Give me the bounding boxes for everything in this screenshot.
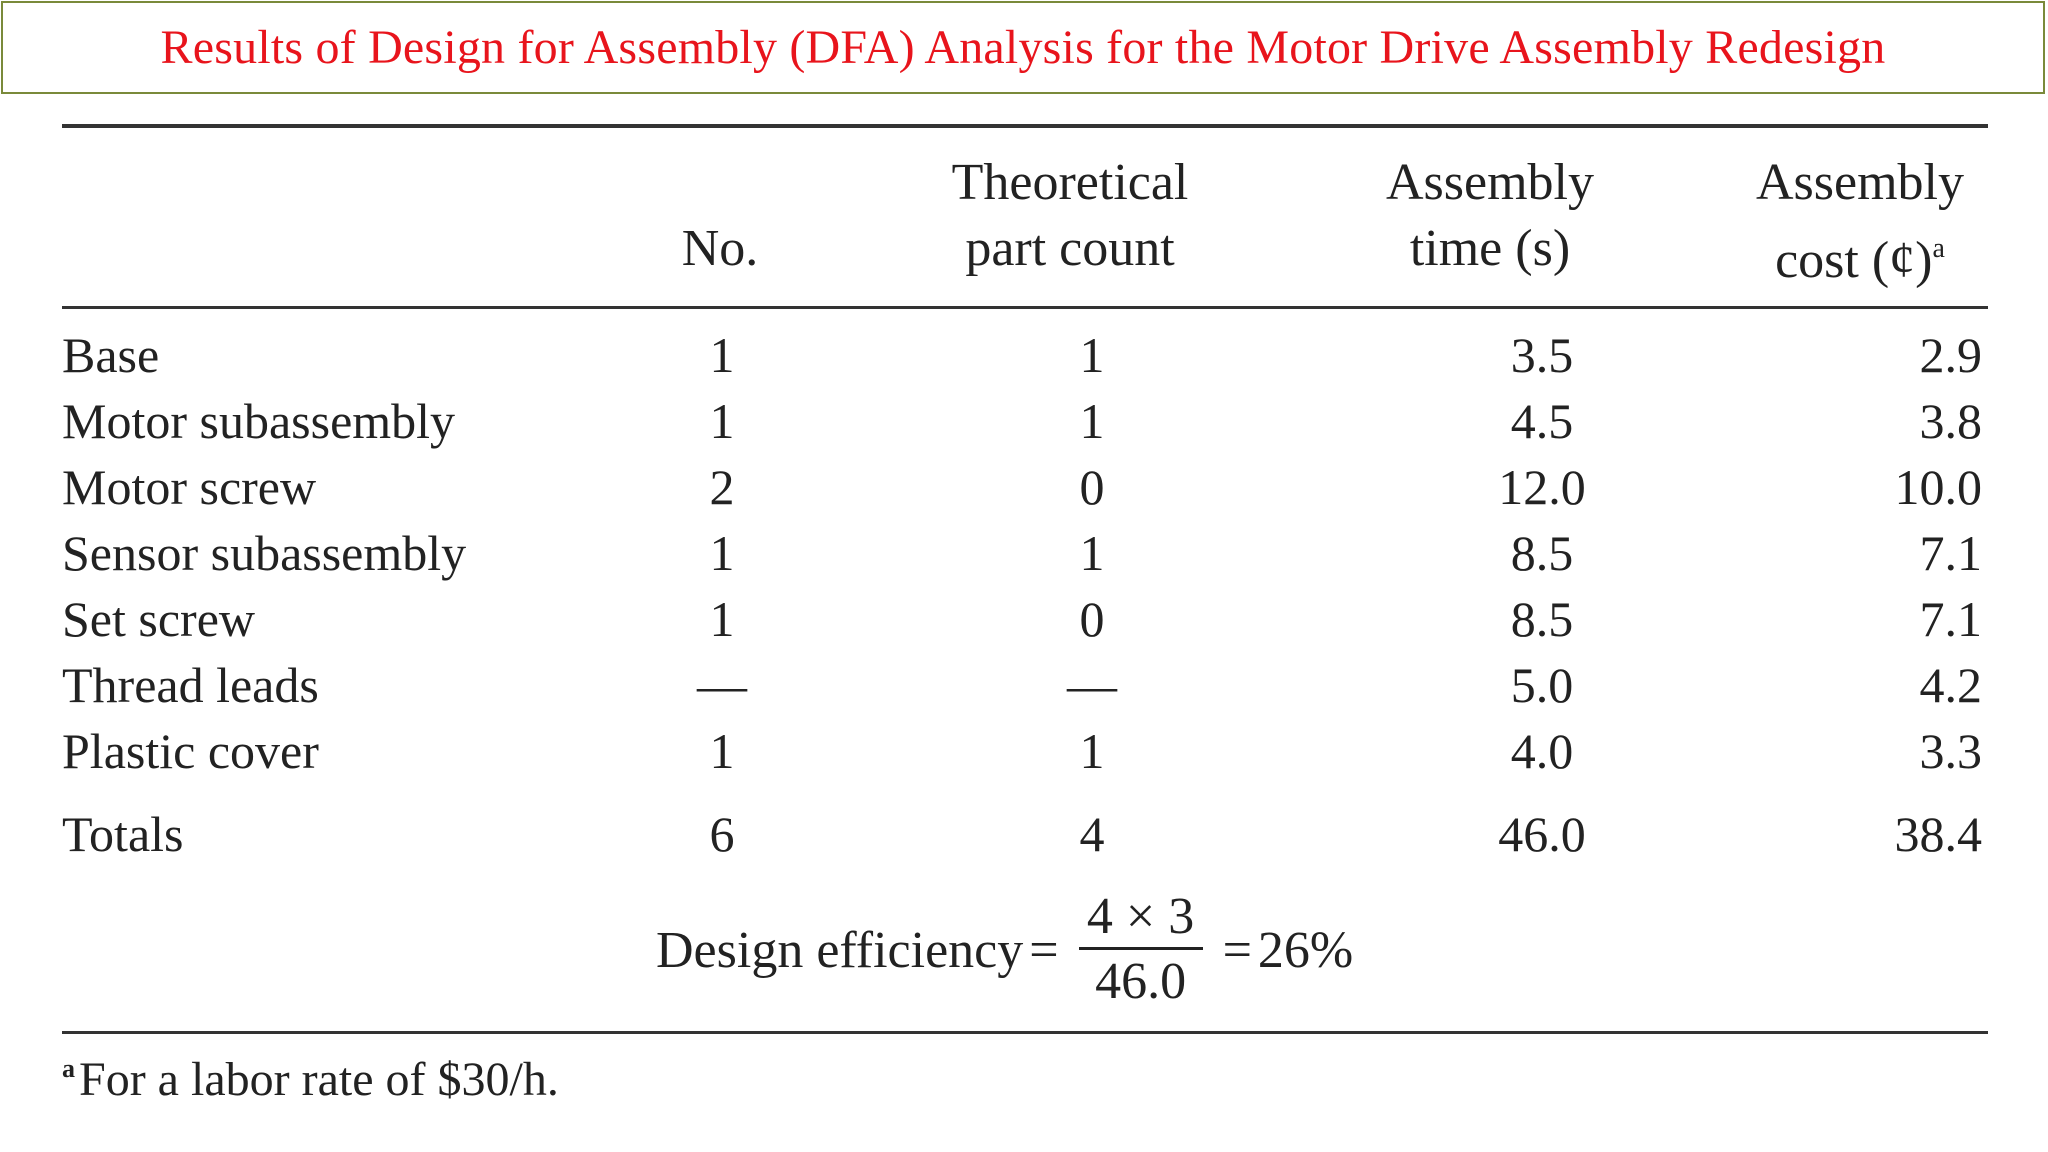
table-row — [62, 322, 2006, 388]
header-theoretical-line1: Theoretical — [951, 154, 1189, 211]
cell-no: 2 — [709, 459, 735, 515]
cell-no: 1 — [709, 525, 735, 581]
equals-sign: = — [1029, 921, 1059, 979]
cell-name: Motor subassembly — [62, 393, 456, 449]
cell-assembly-time: 3.5 — [1510, 327, 1574, 383]
header-assembly-cost — [1720, 150, 2000, 294]
header-cost-line1: Assembly — [1756, 154, 1964, 211]
cell-no: 1 — [709, 723, 735, 779]
cell-assembly-time: 8.5 — [1510, 591, 1574, 647]
header-divider-rule — [62, 306, 1988, 309]
table-row — [62, 586, 2006, 652]
header-cost-label: cost (¢) — [1775, 232, 1933, 289]
cell-assembly-cost: 2.9 — [1919, 327, 1982, 383]
table-body — [62, 322, 2006, 884]
cell-assembly-cost: 3.3 — [1919, 723, 1982, 779]
cell-assembly-time: 46.0 — [1498, 806, 1586, 862]
cell-theoretical-part-count: 1 — [1079, 525, 1105, 581]
footnote — [62, 1052, 559, 1107]
table-row — [62, 652, 2006, 718]
cell-theoretical-part-count: 1 — [1079, 327, 1105, 383]
cell-name: Thread leads — [62, 657, 319, 713]
equals-sign-2: = — [1222, 921, 1252, 979]
cell-assembly-time: 4.5 — [1510, 393, 1574, 449]
table-top-rule — [62, 124, 1988, 128]
table-row — [62, 454, 2006, 520]
cell-theoretical-part-count: 1 — [1079, 393, 1105, 449]
cell-name: Set screw — [62, 591, 255, 647]
cell-theoretical-part-count: 0 — [1079, 591, 1105, 647]
footnote-marker: a — [62, 1054, 75, 1083]
cell-theoretical-part-count: 0 — [1079, 459, 1105, 515]
cell-assembly-time: 8.5 — [1510, 525, 1574, 581]
cell-name: Motor screw — [62, 459, 317, 515]
cell-assembly-cost: 3.8 — [1919, 393, 1982, 449]
fraction-numerator: 4 × 3 — [1086, 887, 1195, 945]
cell-assembly-time: 5.0 — [1510, 657, 1574, 713]
design-efficiency-label: Design efficiency — [656, 921, 1024, 979]
design-efficiency-formula — [656, 880, 1353, 1020]
header-no — [660, 216, 780, 282]
cell-assembly-cost: 7.1 — [1919, 591, 1982, 647]
header-no-label: No. — [681, 220, 759, 277]
cell-assembly-time: 4.0 — [1510, 723, 1574, 779]
cell-name: Plastic cover — [62, 723, 319, 779]
header-time-line2: time (s) — [1409, 220, 1571, 277]
header-cost-footnote-marker: a — [1932, 233, 1945, 264]
efficiency-result: 26% — [1257, 921, 1354, 979]
efficiency-fraction — [1079, 887, 1203, 1014]
cell-no: 6 — [709, 806, 735, 862]
cell-no: 1 — [709, 591, 735, 647]
cell-theoretical-part-count: — — [1067, 657, 1117, 713]
cell-name: Sensor subassembly — [62, 525, 467, 581]
page-title: Results of Design for Assembly (DFA) Analysis for the Motor Drive Assembly Redesign — [1, 1, 2045, 94]
cell-assembly-cost: 38.4 — [1894, 806, 1982, 862]
table-row — [62, 520, 2006, 586]
totals-row — [62, 784, 2006, 884]
cell-name: Base — [62, 327, 160, 383]
header-theoretical-part-count — [900, 150, 1240, 282]
cell-no: — — [697, 657, 747, 713]
table-row — [62, 388, 2006, 454]
header-time-line1: Assembly — [1386, 154, 1594, 211]
cell-theoretical-part-count: 4 — [1079, 806, 1105, 862]
cell-name: Totals — [62, 806, 184, 862]
cell-assembly-cost: 4.2 — [1919, 657, 1982, 713]
cell-no: 1 — [709, 393, 735, 449]
dfa-results-table — [62, 322, 2006, 884]
header-theoretical-line2: part count — [965, 220, 1175, 277]
cell-assembly-time: 12.0 — [1498, 459, 1586, 515]
cell-assembly-cost: 7.1 — [1919, 525, 1982, 581]
header-cost-line2 — [1720, 216, 2000, 294]
cell-no: 1 — [709, 327, 735, 383]
table-row — [62, 718, 2006, 784]
cell-theoretical-part-count: 1 — [1079, 723, 1105, 779]
fraction-denominator: 46.0 — [1095, 952, 1187, 1010]
cell-assembly-cost: 10.0 — [1894, 459, 1982, 515]
header-assembly-time — [1340, 150, 1640, 282]
table-bottom-rule — [62, 1031, 1988, 1034]
footnote-text: For a labor rate of $30/h. — [79, 1053, 559, 1106]
